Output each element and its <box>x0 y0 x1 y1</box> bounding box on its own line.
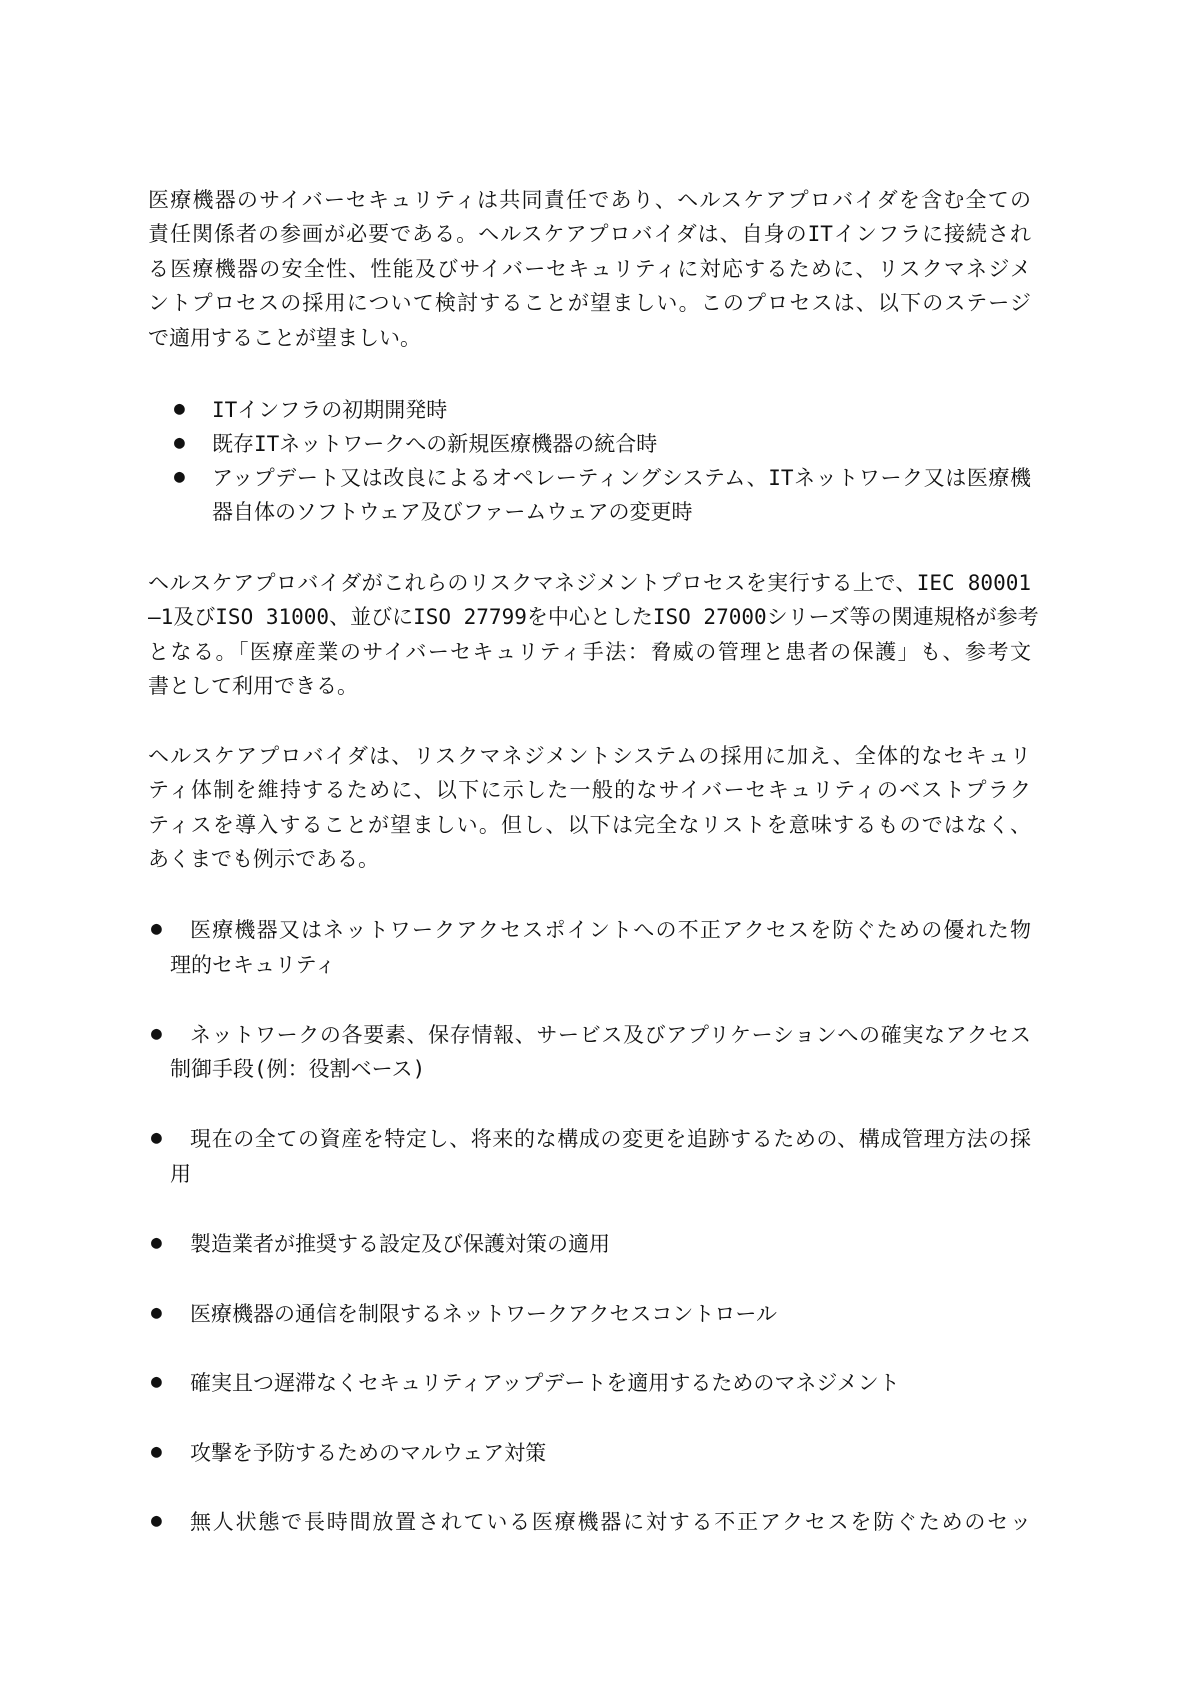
practice-list-item: 製造業者が推奨する設定及び保護対策の適用 <box>190 1232 610 1256</box>
stage-list-item: 器自体のソフトウェア及びファームウェアの変更時 <box>212 500 693 524</box>
bullet-icon: ● <box>174 466 185 487</box>
intro-paragraph-line: ントプロセスの採用について検討することが望ましい。このプロセスは、以下のステージ <box>148 291 1031 315</box>
standards-paragraph-line: 書として利用できる。 <box>148 674 358 698</box>
practice-list-item: 用 <box>170 1162 191 1186</box>
bullet-icon: ● <box>151 1127 162 1148</box>
stage-list-item: ITインフラの初期開発時 <box>212 398 448 422</box>
practice-list-item: 現在の全ての資産を特定し、将来的な構成の変更を追跡するための、構成管理方法の採 <box>190 1127 1031 1151</box>
intro-paragraph-line: る医療機器の安全性、性能及びサイバーセキュリティに対応するために、リスクマネジメ <box>148 257 1031 281</box>
bullet-icon: ● <box>151 1023 162 1044</box>
bullet-icon: ● <box>174 398 185 419</box>
practice-list-item: 攻撃を予防するためのマルウェア対策 <box>190 1441 547 1465</box>
intro-paragraph-line: 医療機器のサイバーセキュリティは共同責任であり、ヘルスケアプロバイダを含む全ての <box>148 188 1031 212</box>
bullet-icon: ● <box>151 1232 162 1253</box>
bullet-icon: ● <box>151 918 162 939</box>
practice-list-item: 医療機器又はネットワークアクセスポイントへの不正アクセスを防ぐための優れた物 <box>190 918 1031 942</box>
practice-list-item: 医療機器の通信を制限するネットワークアクセスコントロール <box>190 1302 777 1326</box>
practice-list-item: ネットワークの各要素、保存情報、サービス及びアプリケーションへの確実なアクセス <box>190 1023 1031 1047</box>
intro-paragraph-line: 責任関係者の参画が必要である。ヘルスケアプロバイダは、自身のITインフラに接続され <box>148 222 1031 246</box>
bullet-icon: ● <box>174 432 185 453</box>
practice-list-item: 理的セキュリティ <box>170 953 336 977</box>
intro-paragraph-line: で適用することが望ましい。 <box>148 326 421 350</box>
standards-paragraph-line: となる。「医療産業のサイバーセキュリティ手法：脅威の管理と患者の保護」も、参考文 <box>148 640 1031 664</box>
stage-list-item: 既存ITネットワークへの新規医療機器の統合時 <box>212 432 658 456</box>
bullet-icon: ● <box>151 1510 162 1531</box>
standards-paragraph-line: ―1及びISO 31000、並びにISO 27799を中心としたISO 27000シリーズ等の関連規格が参考 <box>148 605 1039 629</box>
best-practices-paragraph-line: ティ体制を維持するために、以下に示した一般的なサイバーセキュリティのベストプラク <box>148 778 1031 802</box>
bullet-icon: ● <box>151 1302 162 1323</box>
practice-list-item: 制御手段(例：役割ベース) <box>170 1057 426 1081</box>
practice-list-item: 確実且つ遅滞なくセキュリティアップデートを適用するためのマネジメント <box>190 1371 900 1395</box>
standards-paragraph-line: ヘルスケアプロバイダがこれらのリスクマネジメントプロセスを実行する上で、IEC 80001 <box>148 571 1031 595</box>
practice-list-item: 無人状態で長時間放置されている医療機器に対する不正アクセスを防ぐためのセッ <box>190 1510 1031 1534</box>
best-practices-paragraph-line: ヘルスケアプロバイダは、リスクマネジメントシステムの採用に加え、全体的なセキュリ <box>148 744 1031 768</box>
best-practices-paragraph-line: あくまでも例示である。 <box>148 847 379 871</box>
stage-list-item: アップデート又は改良によるオペレーティングシステム、ITネットワーク又は医療機 <box>212 466 1031 490</box>
bullet-icon: ● <box>151 1371 162 1392</box>
bullet-icon: ● <box>151 1441 162 1462</box>
best-practices-paragraph-line: ティスを導入することが望ましい。但し、以下は完全なリストを意味するものではなく、 <box>148 813 1031 837</box>
